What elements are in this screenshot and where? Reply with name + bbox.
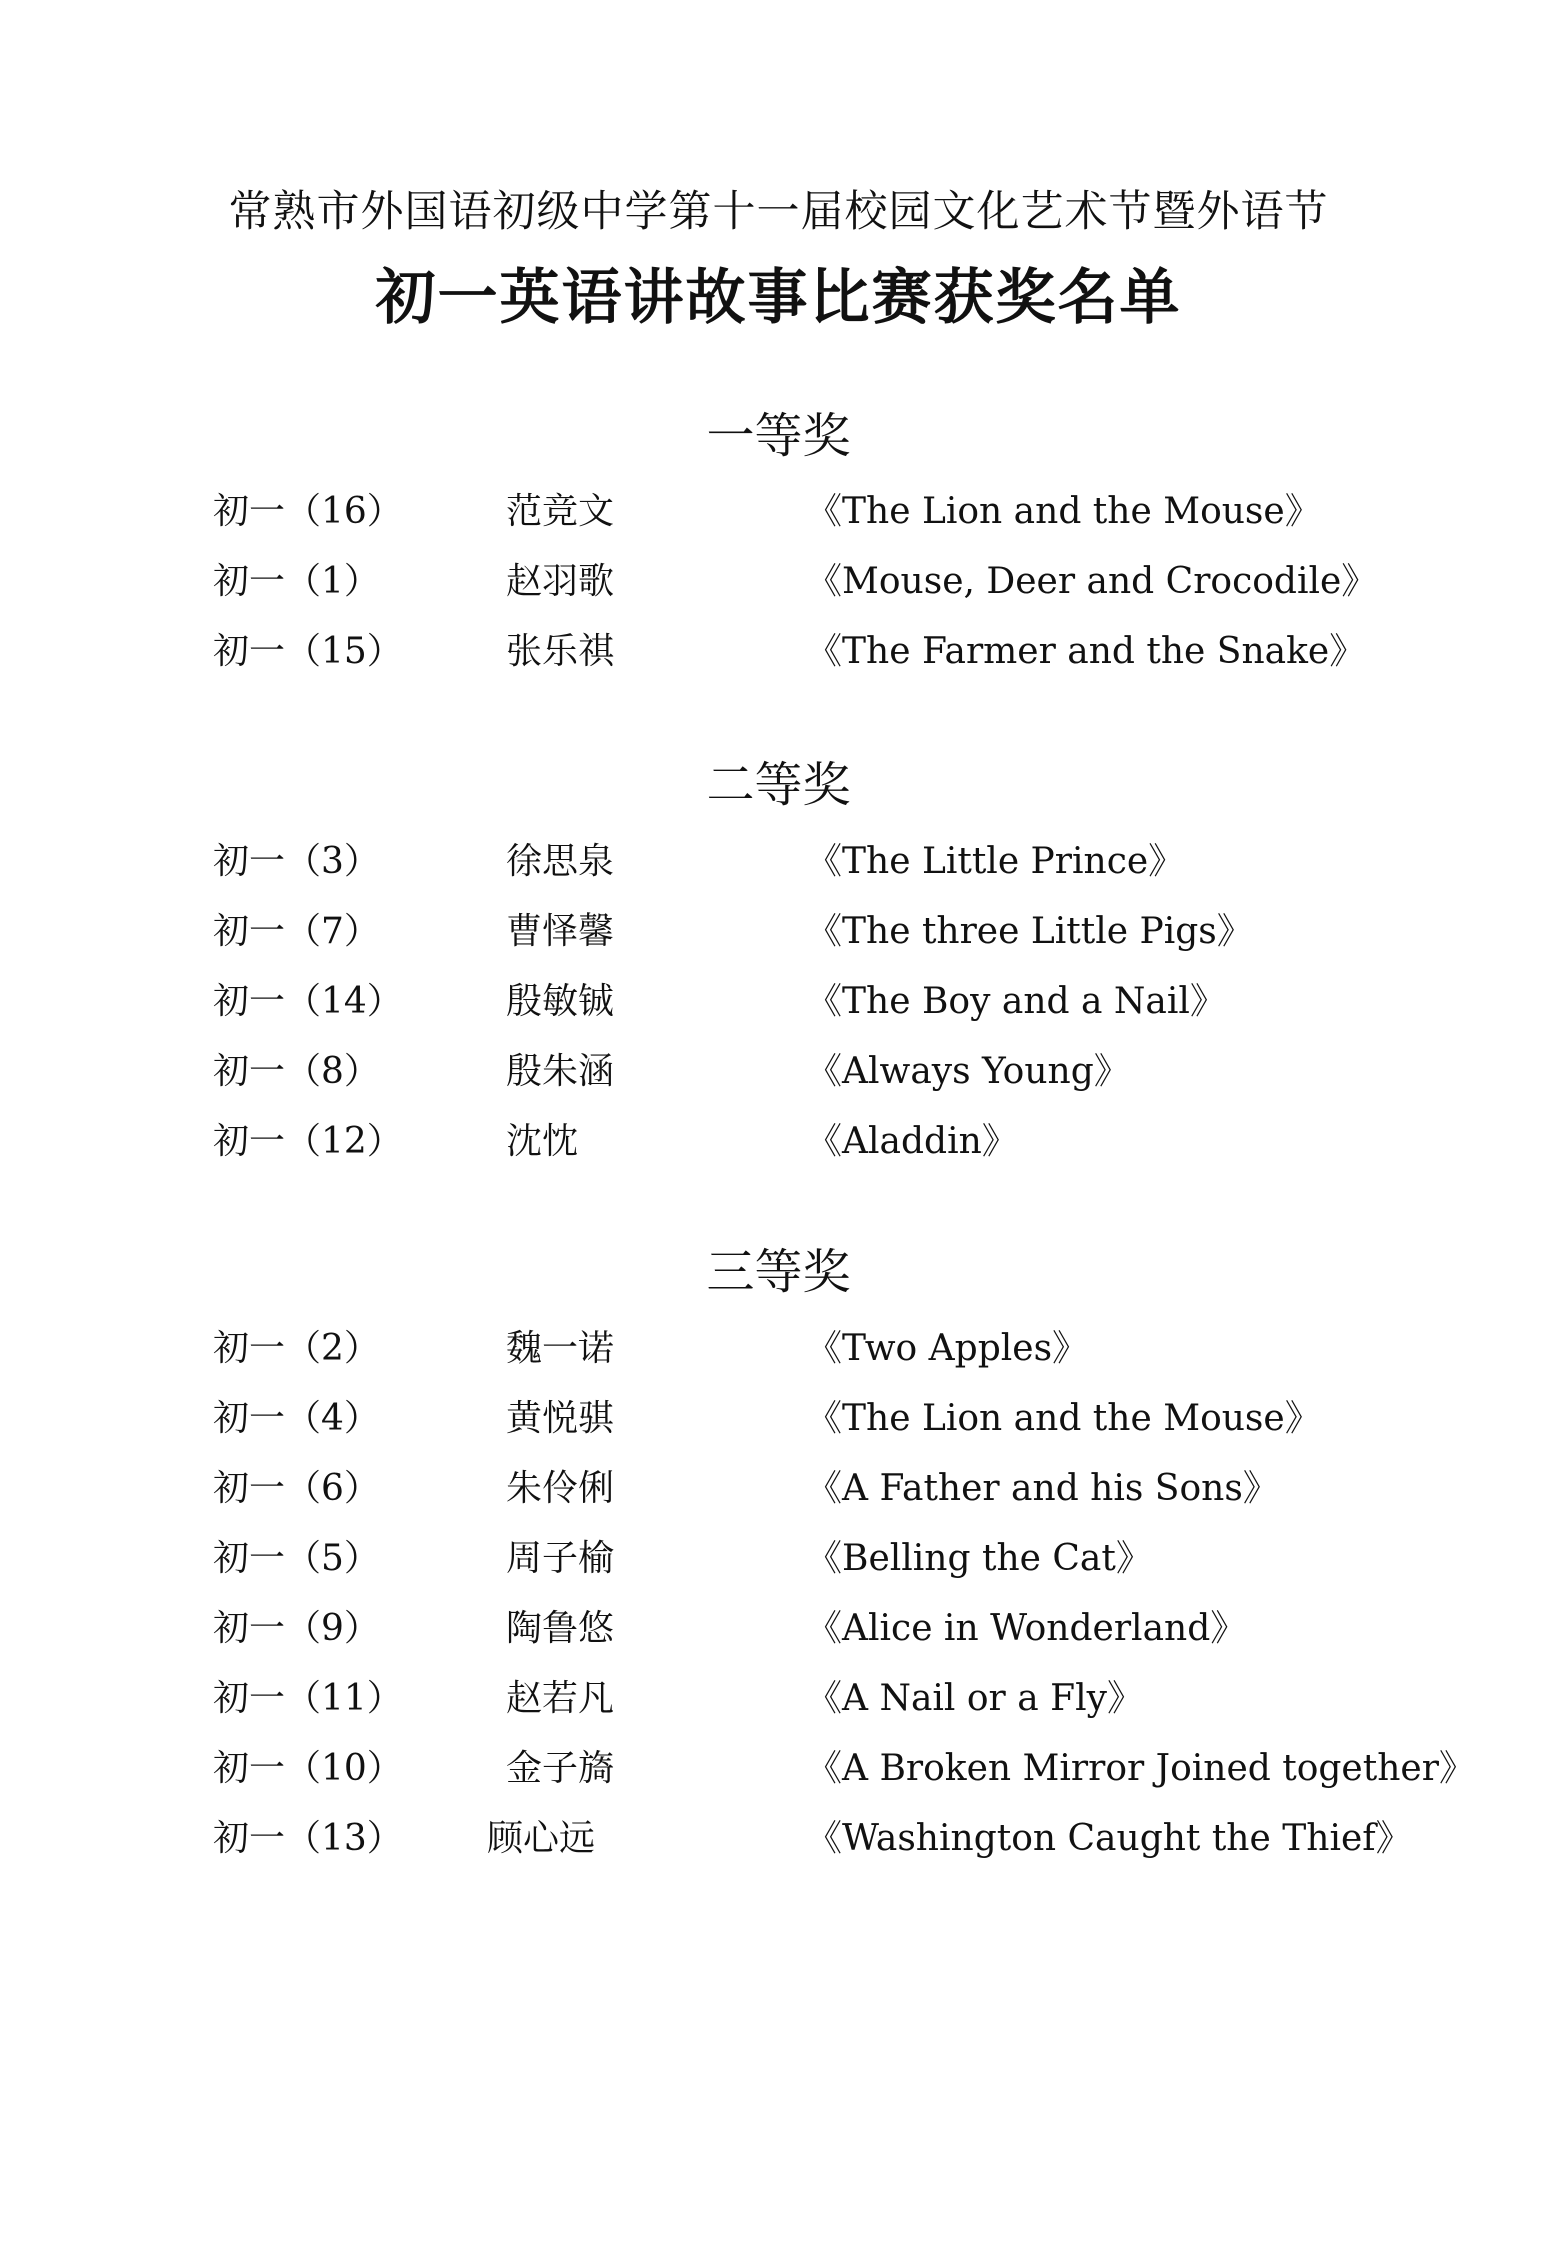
document-title: 初一英语讲故事比赛获奖名单 (375, 263, 1182, 333)
table-row (0, 617, 1557, 687)
name-cell: 魏一诺 (506, 1328, 615, 1369)
story-cell: 《The Lion and the Mouse》 (806, 491, 1321, 532)
story-cell: 《The Boy and a Nail》 (806, 981, 1226, 1022)
story-cell: 《The Little Prince》 (806, 841, 1185, 882)
name-cell: 殷敏铖 (506, 981, 615, 1022)
class-cell: 初一（6） (213, 1468, 380, 1509)
table-row (0, 1037, 1557, 1107)
story-cell: 《A Broken Mirror Joined together》 (806, 1748, 1475, 1789)
name-cell: 沈忱 (506, 1121, 579, 1162)
story-cell: 《Mouse, Deer and Crocodile》 (806, 561, 1378, 602)
table-row (0, 477, 1557, 547)
name-cell: 顾心远 (487, 1818, 596, 1859)
class-cell: 初一（5） (213, 1538, 380, 1579)
class-cell: 初一（9） (213, 1608, 380, 1649)
section-title-second-prize: 二等奖 (706, 757, 851, 813)
document-subtitle: 常熟市外国语初级中学第十一届校园文化艺术节暨外语节 (228, 187, 1329, 237)
name-cell: 范竞文 (506, 491, 615, 532)
name-cell: 曹怿馨 (506, 911, 615, 952)
name-cell: 周子榆 (506, 1538, 615, 1579)
section-title-first-prize: 一等奖 (706, 408, 851, 464)
story-cell: 《The Farmer and the Snake》 (806, 631, 1366, 672)
story-cell: 《Belling the Cat》 (806, 1538, 1152, 1579)
name-cell: 赵若凡 (506, 1678, 615, 1719)
name-cell: 朱伶俐 (506, 1468, 615, 1509)
table-row (0, 827, 1557, 897)
section-title-third-prize: 三等奖 (706, 1244, 851, 1300)
table-row (0, 897, 1557, 967)
class-cell: 初一（8） (213, 1051, 380, 1092)
class-cell: 初一（13） (213, 1818, 403, 1859)
name-cell: 殷朱涵 (506, 1051, 615, 1092)
class-cell: 初一（3） (213, 841, 380, 882)
table-row (0, 1804, 1557, 1874)
class-cell: 初一（11） (213, 1678, 403, 1719)
class-cell: 初一（7） (213, 911, 380, 952)
table-row (0, 967, 1557, 1037)
class-cell: 初一（12） (213, 1121, 403, 1162)
name-cell: 赵羽歌 (506, 561, 615, 602)
story-cell: 《Two Apples》 (806, 1328, 1089, 1369)
class-cell: 初一（10） (213, 1748, 403, 1789)
table-row (0, 1734, 1557, 1804)
class-cell: 初一（1） (213, 561, 380, 602)
story-cell: 《Aladdin》 (806, 1121, 1018, 1162)
class-cell: 初一（2） (213, 1328, 380, 1369)
story-cell: 《The Lion and the Mouse》 (806, 1398, 1321, 1439)
story-cell: 《A Nail or a Fly》 (806, 1678, 1143, 1719)
table-row (0, 1664, 1557, 1734)
name-cell: 陶鲁悠 (506, 1608, 615, 1649)
table-row (0, 1524, 1557, 1594)
table-row (0, 1594, 1557, 1664)
class-cell: 初一（14） (213, 981, 403, 1022)
name-cell: 张乐祺 (506, 631, 615, 672)
story-cell: 《Always Young》 (806, 1051, 1130, 1092)
class-cell: 初一（15） (213, 631, 403, 672)
table-row (0, 547, 1557, 617)
table-row (0, 1107, 1557, 1177)
table-row (0, 1384, 1557, 1454)
name-cell: 金子旖 (506, 1748, 615, 1789)
story-cell: 《Washington Caught the Thief》 (806, 1818, 1412, 1859)
story-cell: 《A Father and his Sons》 (806, 1468, 1279, 1509)
name-cell: 徐思泉 (506, 841, 615, 882)
table-row (0, 1314, 1557, 1384)
story-cell: 《The three Little Pigs》 (806, 911, 1253, 952)
table-row (0, 1454, 1557, 1524)
class-cell: 初一（16） (213, 491, 403, 532)
story-cell: 《Alice in Wonderland》 (806, 1608, 1247, 1649)
name-cell: 黄悦骐 (506, 1398, 615, 1439)
class-cell: 初一（4） (213, 1398, 380, 1439)
